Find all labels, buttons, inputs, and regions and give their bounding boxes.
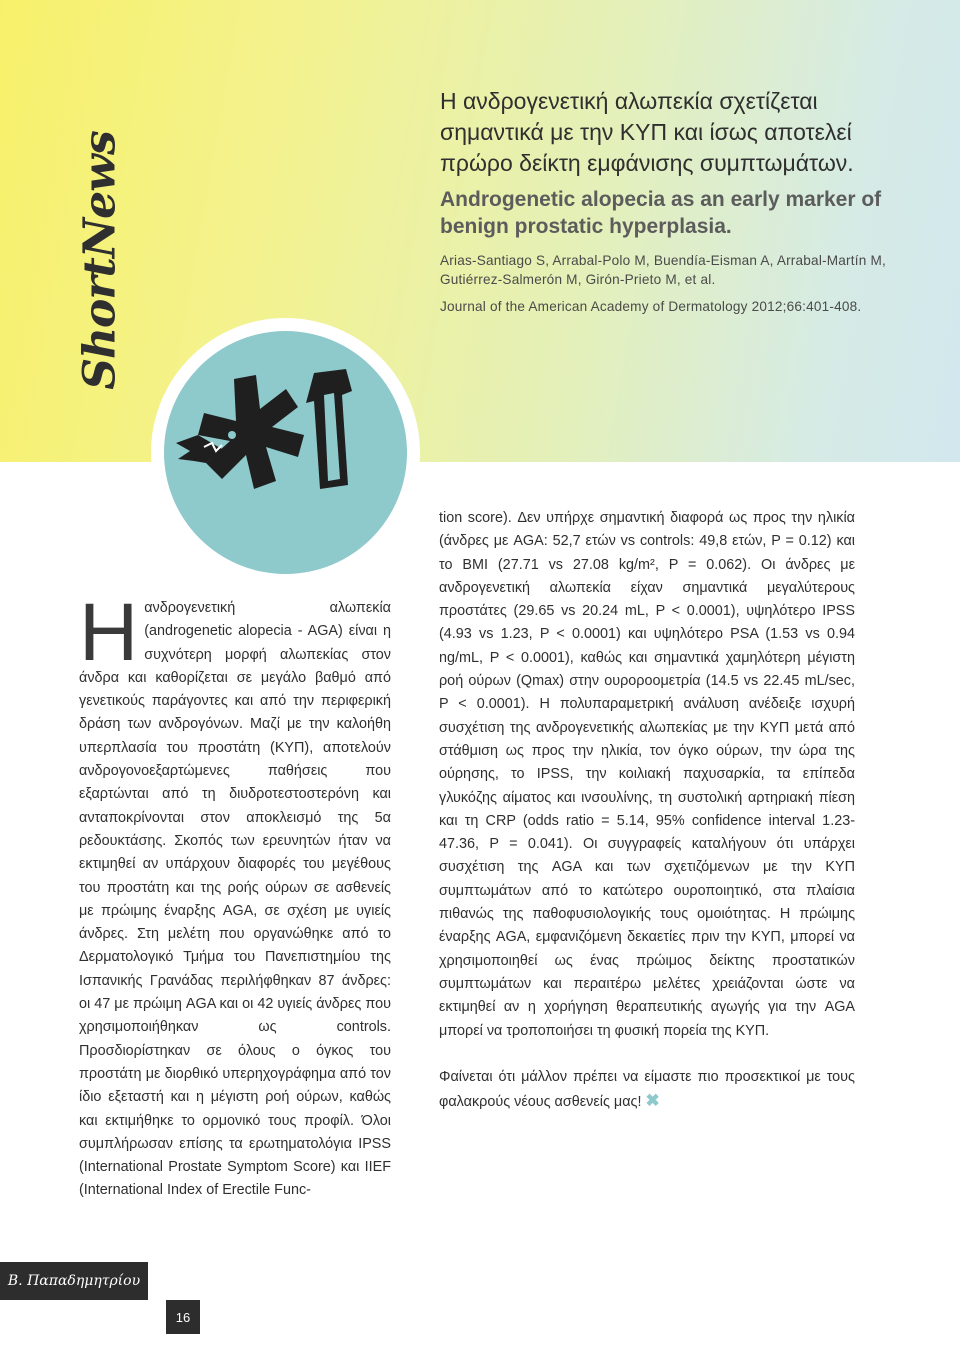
page-number: 16 xyxy=(166,1300,200,1334)
closing-paragraph xyxy=(439,1066,855,1115)
closing-text: Φαίνεται ότι μάλλον πρέπει να είμαστε πιο προσεκτικοί με τους φαλακρούς νέους ασθενείς μας! xyxy=(439,1068,855,1111)
journal-citation: Journal of the American Academy of Dermatology 2012;66:401-408. xyxy=(440,299,862,314)
asterisk-one-icon xyxy=(164,331,407,574)
body-column-left xyxy=(79,587,391,1203)
article-author: Β. Παπαδημητρίου xyxy=(0,1262,148,1300)
authors: Arias-Santiago S, Arrabal-Polo M, Buendía-Eisman A, Arrabal-Martín M, Gutiérrez-Salmerón M, Girón-Prieto M, et al. xyxy=(440,253,886,287)
english-title: Androgenetic alopecia as an early marker of benign prostatic hyperplasia. xyxy=(440,188,882,238)
drop-cap: Η xyxy=(79,587,139,678)
section-brand xyxy=(60,130,140,390)
right-body-text: tion score). Δεν υπήρχε σημαντική διαφορά ως προς την ηλικία (άνδρες με AGA: 52,7 ετών vs controls: 49,8 ετών, P = 0.12) και το BMI (27.71 vs 27.08 kg/m², P = 0.062). Οι άνδρες με ανδρογενετική αλωπεκία είχαν σημαντικά μεγαλύτερους προστάτες (29.65 vs 20.24 mL, P < 0.0001), υψηλότερο IPSS (4.93 vs 1.23, P < 0.0001) και υψηλότερο PSA (1.53 vs 0.94 ng/mL, P < 0.0001), καθώς και σημαντικά χαμηλότερη μέγιστη ροή ούρων (Qmax) στην ουροροομετρία (14.5 vs 22.45 mL/sec, P < 0.0001). Η πολυπαραμετρική ανάλυση ανέδειξε ισχυρή συσχέτιση της ανδρογενετικής αλωπεκίας με την ΚΥΠ μετά από στάθμιση ως προς την ηλικία, τον όγκο ούρων, την ώρα της ούρησης, το IPSS, την κοιλιακή παχυσαρκία, τα επίπεδα γλυκόζης αίματος και ινσουλίνης, τη συστολική αρτηριακή πίεση και τη CRP (odds ratio = 5.14, 95% confidence interval 1.23-47.36, P = 0.041). Οι συγγραφείς καταλήγουν ότι υπάρχει συσχέτιση της AGA και των σχετιζόμενων με την ΚΥΠ συμπτωμάτων από το κατώτερο ουροποιητικό, στα πλαίσια πιθανώς της παθοφυσιολογικής τους ομοιότητας. Η πρώιμης έναρξης AGA, εμφανιζόμενη δεκαετίες πριν την ΚΥΠ, μπορεί να χρησιμοποιηθεί ως ένας πρώιμος δείκτης προστατικών συμπτωμάτων και περαιτέρω μελέτες χρειάζονται ώστε να εκτιμηθεί αν η χορήγηση θεραπευτικής αγωγής για την AGA μπορεί να τροποποιήσει τη φυσική πορεία της ΚΥΠ. xyxy=(439,510,855,1039)
badge-circle xyxy=(164,331,407,574)
article-header xyxy=(440,86,910,316)
greek-title: Η ανδρογενετική αλωπεκία σχετίζεται σημαντικά με την ΚΥΠ και ίσως αποτελεί πρώρο δείκτη εμφάνισης συμπτωμάτων. xyxy=(440,88,854,176)
brand-logo-text: ShortNews xyxy=(74,130,126,390)
left-body-text: ανδρογενετική αλωπεκία (androgenetic alopecia - AGA) είναι η συχνότερη μορφή αλωπεκίας στον άνδρα και καθορίζεται σε μεγάλο βαθμό από γενετικούς παράγοντες και από την περιφερική δράση των ανδρογόνων. Μαζί με την καλοήθη υπερπλασία του προστάτη (ΚΥΠ), αποτελούν ανδρογονοεξαρτώμενες παθήσεις που εξαρτώνται από τη διυδροτεστοστερόνη και ανταποκρίνονται στον αποκλεισμό της 5α ρεδουκτάσης. Σκοπός των ερευνητών ήταν να εκτιμηθεί αν υπάρχουν διαφορές του μεγέθους του προστάτη και της ροής ούρων σε ασθενείς με πρώιμης έναρξης AGA, σε σχέση με υγιείς άνδρες. Στη μελέτη που οργανώθηκε από το Δερματολογικό Τμήμα του Πανεπιστημίου της Ισπανικής Γρανάδας περιλήφθηκαν 87 άνδρες: οι 47 με πρώιμη AGA και οι 42 υγιείς άνδρες που χρησιμοποιήθηκαν ως controls. Προσδιορίστηκαν σε όλους ο όγκος του προστάτη με διορθικό υπερηχογράφημα από τον ίδιο εξεταστή και η μέγιστη ροή ούρων, καθώς και εκτιμήθηκε το ορμονικό τους προφίλ. Όλοι συμπλήρωσαν επίσης τα ερωτηματολόγια IPSS (International Prostate Symptom Score) και IIEF (International Index of Erectile Func- xyxy=(79,600,391,1199)
body-column-right xyxy=(439,507,855,1114)
end-mark-icon: ✖ xyxy=(645,1091,660,1111)
